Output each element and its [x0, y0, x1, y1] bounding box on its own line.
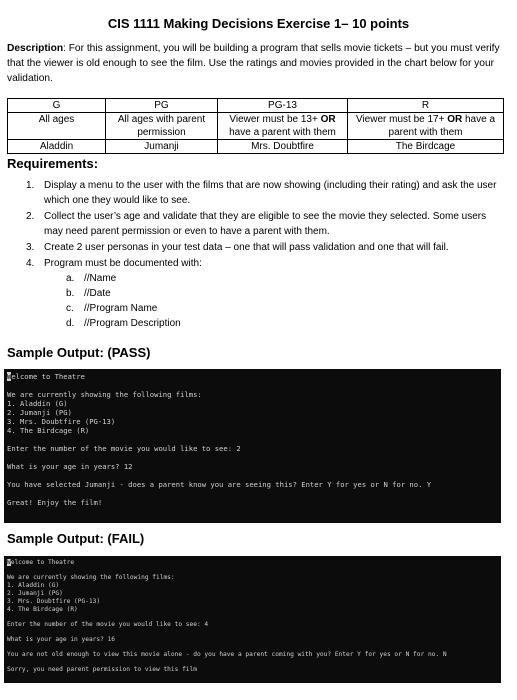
terminal-line: 2. Jumanji (PG) — [7, 408, 72, 417]
rule-pg: All ages with parent permission — [106, 113, 218, 140]
sub-item: d. //Program Description — [66, 318, 181, 329]
sample-fail-heading: Sample Output: (FAIL) — [7, 531, 145, 546]
terminal-blank-line — [7, 659, 498, 666]
rating-header-pg13: PG-13 — [218, 99, 348, 113]
ratings-movie-row — [8, 140, 504, 154]
description-paragraph — [7, 41, 507, 86]
movie-g: Aladdin — [8, 140, 106, 154]
terminal-blank-line — [7, 453, 498, 462]
rule-r: Viewer must be 17+ OR have a parent with them — [348, 113, 504, 140]
terminal-blank-line — [7, 435, 498, 444]
requirement-item: 1. Display a menu to the user with the films that are now showing (including their rating) and ask the user which one they would like to see. — [26, 180, 497, 206]
sample-pass-heading: Sample Output: (PASS) — [7, 345, 151, 360]
terminal-line: Enter the number of the movie you would like to see: 4 — [7, 621, 209, 628]
terminal-blank-line — [7, 489, 498, 498]
terminal-line: 2. Jumanji (PG) — [7, 590, 63, 597]
requirements-heading: Requirements: — [7, 156, 99, 171]
terminal-output-pass — [4, 369, 501, 523]
requirements-list — [0, 178, 504, 332]
terminal-line: Great! Enjoy the film! — [7, 498, 103, 507]
rule-pg13: Viewer must be 13+ OR have a parent with them — [218, 113, 348, 140]
description-label: Description — [7, 43, 64, 54]
page-title: CIS 1111 Making Decisions Exercise 1– 10 points — [107, 16, 410, 31]
terminal-line: Welcome to Theatre — [7, 559, 75, 566]
rating-header-g: G — [8, 99, 106, 113]
terminal-line: Welcome to Theatre — [7, 372, 85, 381]
terminal-line: 4. The Birdcage (R) — [7, 426, 90, 435]
rule-g: All ages — [8, 113, 106, 140]
ratings-rule-row — [8, 113, 504, 140]
description-text: : For this assignment, you will be building a program that sells movie tickets – but you must verify that the viewer is old enough to see the film. Use the ratings and movies provided in the chart below for your validation. — [7, 43, 500, 84]
terminal-line: 3. Mrs. Doubtfire (PG-13) — [7, 598, 101, 605]
movie-pg13: Mrs. Doubtfire — [218, 140, 348, 154]
terminal-line: 4. The Birdcage (R) — [7, 606, 78, 613]
terminal-line: 1. Aladdin (G) — [7, 399, 68, 408]
sub-item: a. //Name — [66, 273, 117, 284]
movie-r: The Birdcage — [348, 140, 504, 154]
rating-header-pg: PG — [106, 99, 218, 113]
terminal-line: You are not old enough to view this movie alone - do you have a parent coming with you? Enter Y for yes or N for no. N — [7, 651, 447, 658]
ratings-table — [7, 98, 504, 154]
terminal-blank-line — [7, 644, 498, 651]
terminal-output-fail — [4, 556, 501, 683]
sub-item: b. //Date — [66, 288, 111, 299]
movie-pg: Jumanji — [106, 140, 218, 154]
terminal-blank-line — [7, 629, 498, 636]
terminal-blank-line — [7, 381, 498, 390]
terminal-line: You have selected Jumanji - does a parent know you are seeing this? Enter Y for yes or N for no. Y — [7, 480, 432, 489]
terminal-line: 1. Aladdin (G) — [7, 582, 60, 589]
terminal-line: What is your age in years? 12 — [7, 462, 133, 471]
terminal-blank-line — [7, 471, 498, 480]
requirement-item: 3. Create 2 user personas in your test data – one that will pass validation and one that will fail. — [26, 242, 449, 253]
sub-item: c. //Program Name — [66, 303, 158, 314]
terminal-line: What is your age in years? 16 — [7, 636, 116, 643]
terminal-line: Enter the number of the movie you would like to see: 2 — [7, 444, 241, 453]
requirement-item: 4. Program must be documented with: a. //Name b. //Date c. //Program Name d. //Program Description — [44, 256, 504, 331]
ratings-header-row — [8, 99, 504, 113]
terminal-line: Sorry, you need parent permission to view this film — [7, 666, 197, 673]
requirement-item: 2. Collect the user’s age and validate that they are eligible to see the movie they selected. Some users may need parent permission or even to have a parent with them. — [26, 211, 487, 237]
documentation-sublist — [44, 271, 504, 331]
terminal-line: 3. Mrs. Doubtfire (PG-13) — [7, 417, 116, 426]
terminal-line: We are currently showing the following films: — [7, 390, 202, 399]
rating-header-r: R — [348, 99, 504, 113]
terminal-blank-line — [7, 567, 498, 574]
terminal-blank-line — [7, 614, 498, 621]
terminal-line: We are currently showing the following films: — [7, 574, 175, 581]
